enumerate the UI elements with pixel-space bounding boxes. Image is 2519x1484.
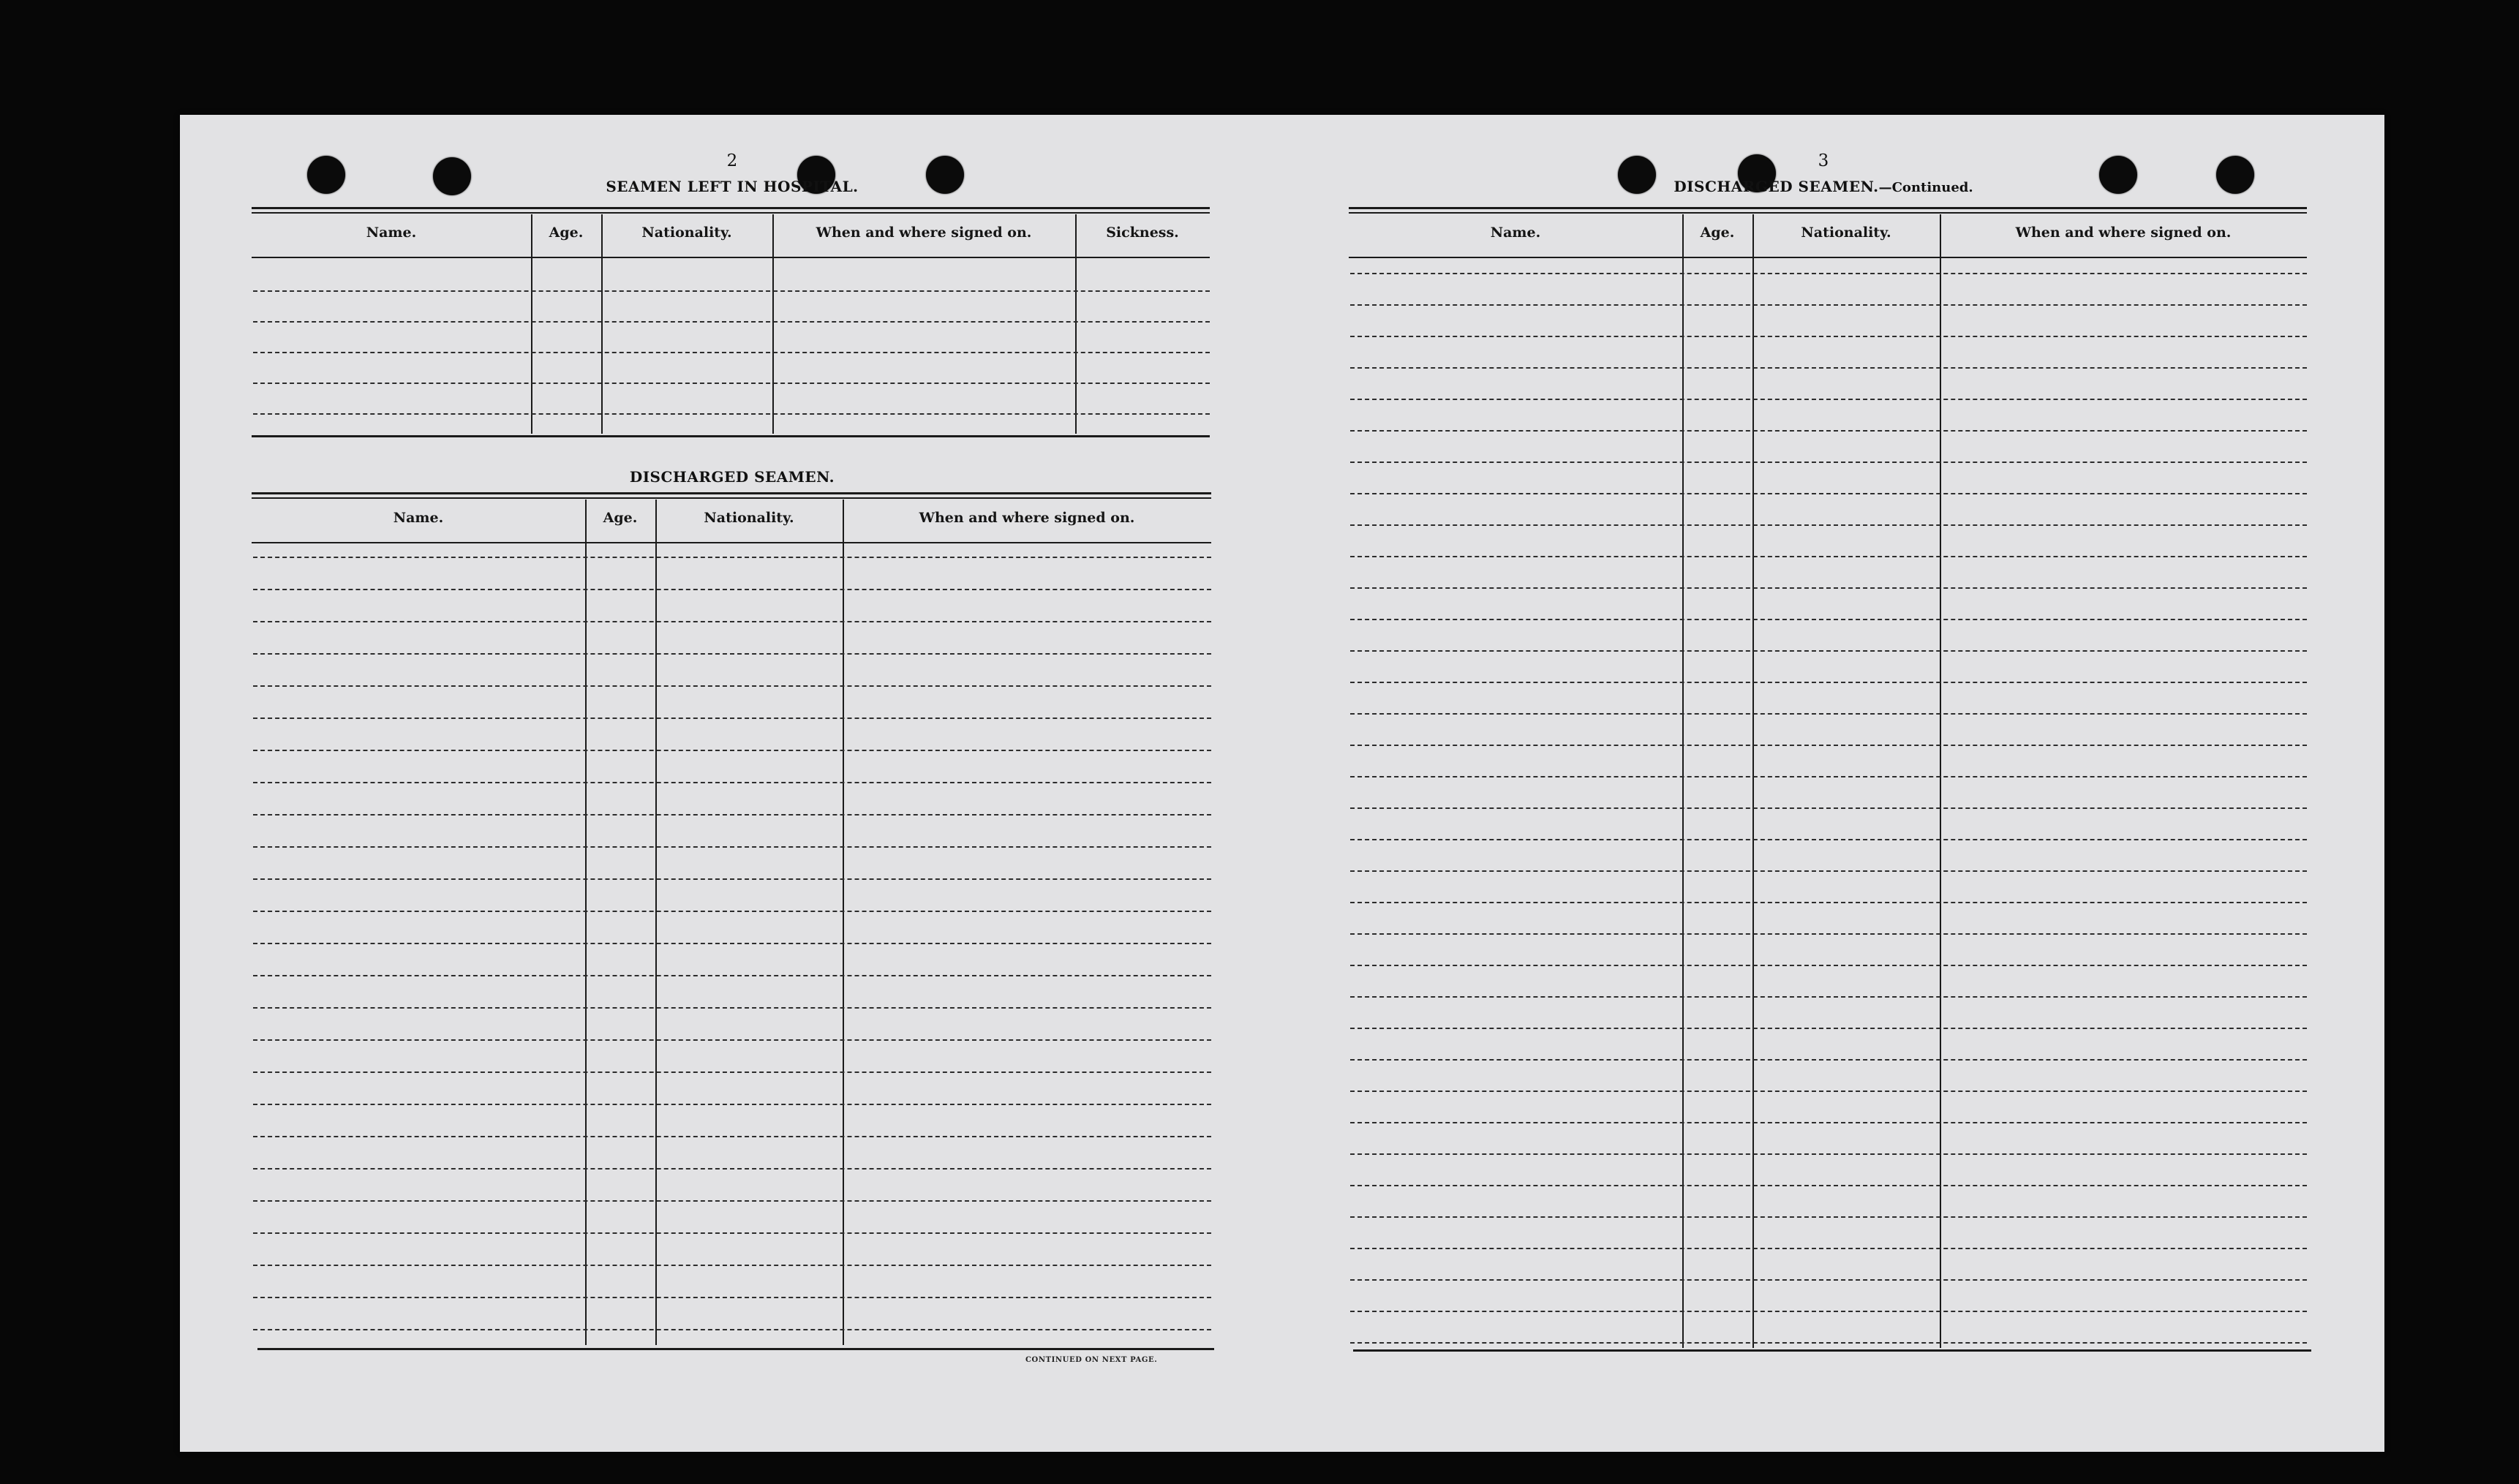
entry-line (1350, 650, 2307, 652)
header-underline (1941, 257, 2307, 258)
page-number: 2 (726, 151, 738, 170)
entry-line (253, 321, 1210, 323)
column-divider (601, 214, 603, 434)
double-rule (1349, 207, 2307, 209)
header-underline (532, 257, 601, 258)
column-header-name: Name. (393, 510, 444, 526)
discharged-continued-table (1349, 207, 2307, 1348)
entry-line (1350, 430, 2307, 432)
column-header-signed-on: When and where signed on. (919, 510, 1135, 526)
double-rule (252, 435, 1210, 437)
entry-line (253, 1168, 1211, 1170)
column-header-sickness: Sickness. (1106, 225, 1179, 241)
entry-line (1350, 996, 2307, 998)
header-underline (657, 542, 843, 543)
entry-line (1350, 902, 2307, 903)
entry-line (1350, 776, 2307, 777)
column-divider (655, 500, 657, 1345)
entry-line (1350, 807, 2307, 809)
header-underline (252, 257, 531, 258)
column-divider (1682, 214, 1684, 1348)
entry-line (1350, 933, 2307, 935)
discharged-section-title: DISCHARGED SEAMEN. (629, 468, 835, 486)
hospital-section-title: SEAMEN LEFT IN HOSPITAL. (606, 178, 859, 195)
discharged-table (252, 492, 1211, 1355)
entry-line (1350, 462, 2307, 463)
entry-line (253, 1200, 1211, 1202)
entry-line (1350, 1311, 2307, 1312)
entry-line (1350, 556, 2307, 557)
entry-line (1350, 493, 2307, 494)
entry-line (1350, 619, 2307, 620)
entry-line (253, 1104, 1211, 1105)
entry-line (253, 1007, 1211, 1009)
header-underline (603, 257, 772, 258)
entry-line (1350, 1059, 2307, 1061)
entry-line (1350, 1028, 2307, 1029)
entry-line (253, 846, 1211, 848)
entry-line (253, 685, 1211, 687)
entry-line (253, 750, 1211, 751)
entry-line (253, 1136, 1211, 1137)
column-header-age: Age. (549, 225, 584, 241)
entry-line (1350, 336, 2307, 337)
entry-line (1350, 1279, 2307, 1281)
entry-line (253, 1071, 1211, 1073)
entry-line (253, 352, 1210, 353)
entry-line (253, 557, 1211, 558)
column-header-name: Name. (366, 225, 417, 241)
entry-line (1350, 1216, 2307, 1218)
column-divider (772, 214, 774, 434)
entry-line (253, 413, 1210, 415)
entry-line (1350, 399, 2307, 400)
column-header-nationality: Nationality. (641, 225, 732, 241)
page-bottom-rule (257, 1348, 1214, 1350)
entry-line (253, 782, 1211, 783)
entry-line (1350, 1248, 2307, 1249)
entry-line (1350, 524, 2307, 526)
entry-line (1350, 682, 2307, 683)
entry-line (1350, 587, 2307, 589)
header-underline (774, 257, 1075, 258)
entry-line (253, 814, 1211, 816)
double-rule (252, 492, 1211, 494)
column-divider (585, 500, 587, 1345)
entry-line (253, 383, 1210, 384)
column-header-name: Name. (1490, 225, 1541, 241)
entry-line (253, 878, 1211, 880)
column-header-signed-on: When and where signed on. (816, 225, 1032, 241)
column-header-signed-on: When and where signed on. (2015, 225, 2232, 241)
entry-line (1350, 1153, 2307, 1155)
header-underline (1754, 257, 1940, 258)
left-page (180, 115, 1277, 1452)
column-divider (843, 500, 844, 1345)
entry-line (1350, 1185, 2307, 1186)
section-title-suffix: —Continued. (1878, 180, 1973, 195)
entry-line (253, 911, 1211, 912)
entry-line (1350, 870, 2307, 872)
column-divider (1752, 214, 1754, 1348)
entry-line (1350, 839, 2307, 840)
entry-line (1350, 1342, 2307, 1344)
entry-line (1350, 1122, 2307, 1123)
entry-line (253, 717, 1211, 719)
column-divider (1075, 214, 1077, 434)
header-underline (1684, 257, 1752, 258)
discharged-continued-title (1458, 178, 2189, 195)
entry-line (253, 589, 1211, 590)
page-bottom-rule (1353, 1349, 2311, 1352)
column-divider (531, 214, 532, 434)
section-title-text: DISCHARGED SEAMEN. (1673, 178, 1879, 195)
entry-line (253, 1039, 1211, 1041)
column-header-nationality: Nationality. (704, 510, 794, 526)
entry-line (253, 943, 1211, 944)
hospital-table (252, 207, 1210, 459)
header-underline (1349, 257, 1682, 258)
ledger-spread (180, 115, 2384, 1452)
double-rule (252, 207, 1210, 209)
double-rule (1349, 212, 2307, 214)
continued-note: CONTINUED ON NEXT PAGE. (1025, 1356, 1158, 1364)
double-rule (252, 212, 1210, 214)
header-underline (587, 542, 655, 543)
column-header-age: Age. (603, 510, 638, 526)
entry-line (1350, 304, 2307, 306)
entry-line (1350, 273, 2307, 274)
entry-line (253, 1232, 1211, 1234)
header-underline (252, 542, 585, 543)
double-rule (252, 497, 1211, 499)
entry-line (253, 1265, 1211, 1266)
entry-line (1350, 713, 2307, 715)
header-underline (1077, 257, 1210, 258)
entry-line (1350, 965, 2307, 966)
column-divider (1940, 214, 1941, 1348)
entry-line (253, 290, 1210, 292)
entry-line (253, 1329, 1211, 1330)
entry-line (253, 1297, 1211, 1298)
entry-line (253, 975, 1211, 976)
entry-line (253, 621, 1211, 622)
page-number: 3 (1818, 151, 1829, 170)
right-page (1277, 115, 2384, 1452)
entry-line (1350, 745, 2307, 746)
entry-line (253, 653, 1211, 655)
column-header-nationality: Nationality. (1801, 225, 1891, 241)
entry-line (1350, 367, 2307, 369)
header-underline (844, 542, 1211, 543)
column-header-age: Age. (1700, 225, 1735, 241)
entry-line (1350, 1091, 2307, 1092)
